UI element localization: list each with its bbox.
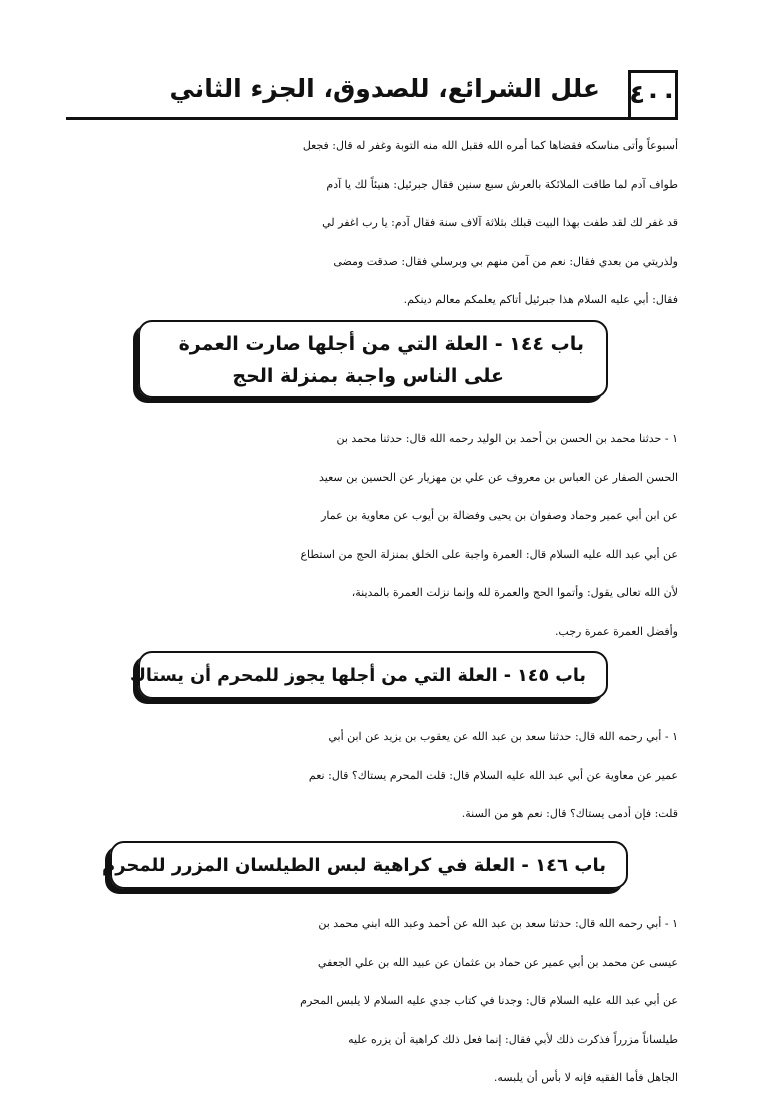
text-line: أسبوعاً وأتى مناسكه فقضاها كما أمره الله فقبل الله منه التوبة وغفر له قال: فجعل <box>302 139 678 152</box>
chapter-title-line: باب ١٤٤ - العلة التي من أجلها صارت العمرة <box>178 333 584 355</box>
text-line: عمير عن معاوية عن أبي عبد الله عليه السلام قال: قلت المحرم يستاك؟ قال: نعم <box>308 768 678 782</box>
text-line: عن ابن أبي عمير وحماد وصفوان بن يحيى وفضالة بن أيوب عن معاوية بن عمار <box>321 509 678 522</box>
text-line: طواف آدم لما طافت الملائكة بالعرش سبع سنين فقال جبرئيل: هنيئاً لك يا آدم <box>326 177 678 191</box>
chapter-heading-145 <box>129 651 608 699</box>
chapter-145-paragraph <box>66 718 678 834</box>
chapter-146-paragraph <box>66 905 678 1098</box>
page-number: ٤٠٠ <box>628 70 678 117</box>
text-line: ١ - حدثنا محمد بن الحسن بن أحمد بن الوليد رحمه الله قال: حدثنا محمد بن <box>336 432 678 445</box>
text-line: الجاهل فأما الفقيه فإنه لا بأس أن يلبسه. <box>493 1071 678 1084</box>
text-line: فقال: أبي عليه السلام هذا جبرئيل أتاكم يعلمكم معالم دينكم. <box>403 293 678 306</box>
text-line: وأفضل العمرة عمرة رجب. <box>554 624 678 638</box>
intro-paragraph <box>66 127 678 320</box>
chapter-title-line: على الناس واجبة بمنزلة الحج <box>232 365 504 387</box>
text-line: لأن الله تعالى يقول: وأتموا الحج والعمرة لله وإنما نزلت العمرة بالمدينة، <box>351 586 678 599</box>
chapter-title-line: باب ١٤٥ - العلة التي من أجلها يجوز للمحرم أن يستاك <box>129 666 586 686</box>
header-rule <box>66 117 678 120</box>
chapter-144-paragraph <box>66 420 678 651</box>
page-header <box>66 70 678 120</box>
text-line: ١ - أبي رحمه الله قال: حدثنا سعد بن عبد الله عن أحمد وعبد الله ابني محمد بن <box>318 917 678 930</box>
text-line: قلت: فإن أدمى يستاك؟ قال: نعم هو من السنة. <box>461 807 678 820</box>
chapter-heading-144 <box>138 320 608 398</box>
text-line: ولذريتي من بعدي فقال: نعم من آمن منهم بي وبرسلي فقال: صدقت ومضى <box>333 254 678 268</box>
text-line: عيسى عن محمد بن أبي عمير عن حماد بن عثمان عن عبيد الله بن علي الجعفي <box>317 955 678 969</box>
text-line: طيلساناً مزرراً فذكرت ذلك لأبي فقال: إنما فعل ذلك كراهية أن يزره عليه <box>348 1032 678 1046</box>
text-line: عن أبي عبد الله عليه السلام قال: وجدنا في كتاب جدي عليه السلام لا يلبس المحرم <box>300 994 678 1007</box>
text-line: قد غفر لك لقد طفت بهذا البيت قبلك بثلاثة آلاف سنة فقال آدم: يا رب اغفر لي <box>322 216 678 229</box>
text-line: الحسن الصفار عن العباس بن معروف عن علي بن مهزيار عن الحسين بن سعيد <box>319 470 678 484</box>
text-line: ١ - أبي رحمه الله قال: حدثنا سعد بن عبد الله عن يعقوب بن يزيد عن ابن أبي <box>328 730 678 743</box>
text-line: عن أبي عبد الله عليه السلام قال: العمرة واجبة على الخلق بمنزلة الحج من استطاع <box>300 547 678 561</box>
chapter-title-line: باب ١٤٦ - العلة في كراهية لبس الطيلسان المزرر للمحرم <box>102 855 606 876</box>
running-title: علل الشرائع، للصدوق، الجزء الثاني <box>169 74 600 103</box>
chapter-heading-146 <box>102 841 628 889</box>
